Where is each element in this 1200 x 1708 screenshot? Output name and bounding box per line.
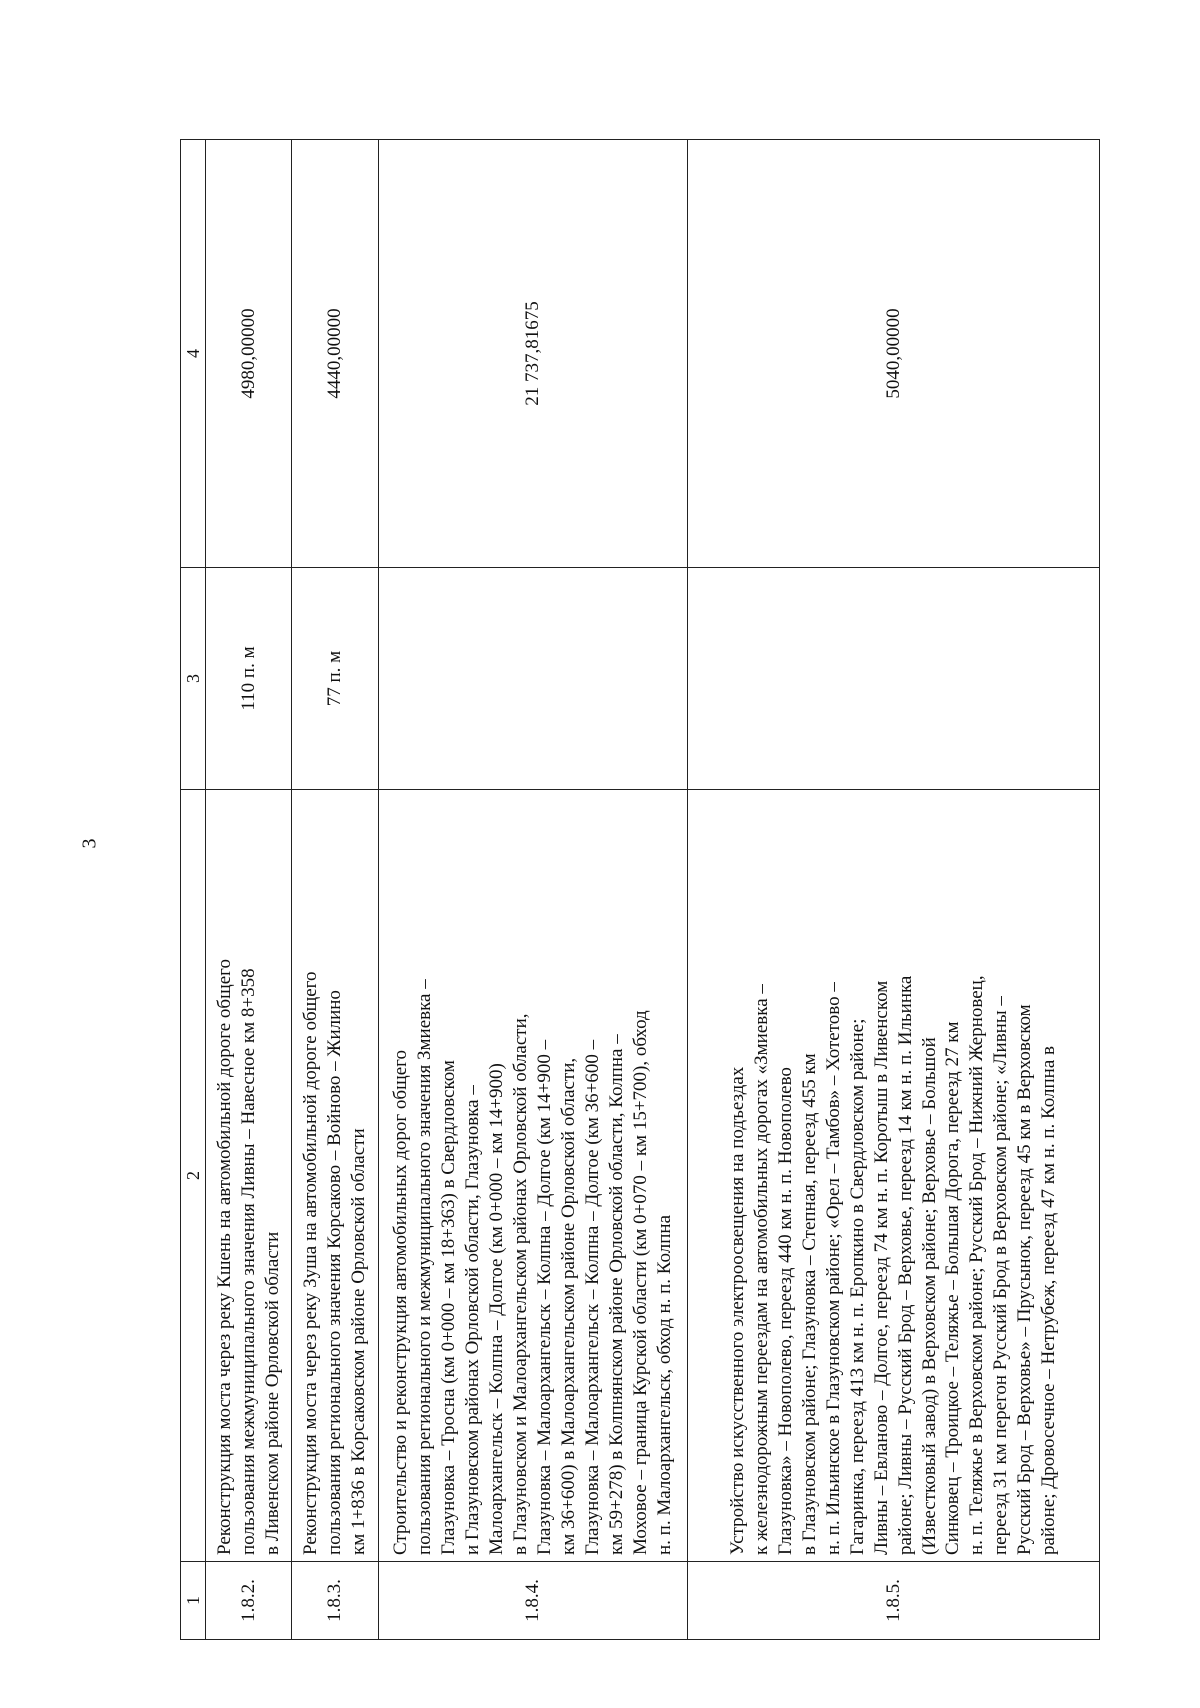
description-line: Глазуновка – Малоархангельск – Колпна – Долгое (км 36+600 – <box>581 1039 603 1555</box>
row-amount: 4440,00000 <box>292 140 378 568</box>
table-row <box>378 140 687 1640</box>
description-line: Глазуновка – Малоархангельск – Колпна – Долгое (км 14+900 – <box>534 1039 556 1555</box>
table-row <box>206 140 292 1640</box>
row-amount: 4980,00000 <box>206 140 292 568</box>
description-line: в Ливенском районе Орловской области <box>261 1231 283 1555</box>
description-line: Ливны – Евланово – Долгое, переезд 74 км н. п. Коротыш в Ливенском <box>870 980 892 1555</box>
description-line: пользования регионального и межмуниципального значения Змиевка – <box>414 979 436 1555</box>
description-line: км 1+836 в Корсаковском районе Орловской области <box>348 1128 370 1555</box>
description-line: и Глазуновском районах Орловской области, Глазуновка – <box>462 1085 484 1555</box>
description-line: Синковец – Троицкое – Теляжье – Большая Дорога, переезд 27 км <box>942 1021 964 1555</box>
column-header: 2 <box>181 790 206 1562</box>
column-header: 3 <box>181 568 206 790</box>
description-line: пользования межмуниципального значения Ливны – Навесное км 8+358 <box>237 968 259 1555</box>
description-line: Гагаринка, переезд 413 км н. п. Еропкино в Свердловском районе; <box>846 1018 868 1555</box>
description-line: районе; Дровосечное – Нетрубеж, переезд 47 км н. п. Колпна в <box>1038 1045 1060 1555</box>
row-unit <box>378 568 687 790</box>
description-line: в Глазуновском районе; Глазуновка – Степная, переезд 455 км <box>798 1053 820 1555</box>
table-row <box>688 140 1100 1640</box>
description-line: км 36+600) в Малоархангельском районе Орловской области, <box>557 1057 579 1555</box>
row-unit <box>688 568 1100 790</box>
description-line: Реконструкция моста через реку Зуша на автомобильной дороге общего <box>300 971 322 1555</box>
row-number: 1.8.3. <box>292 1562 378 1640</box>
description-line: Устройство искусственного электроосвещения на подъездах <box>727 1066 749 1555</box>
description-line: пользования регионального значения Корсаково – Войново – Жилино <box>324 990 346 1555</box>
description-line: переезд 31 км перегон Русский Брод в Верховском районе; «Ливны – <box>990 996 1012 1555</box>
row-description <box>688 790 1100 1562</box>
column-number-row <box>181 140 206 1640</box>
row-unit: 77 п. м <box>292 568 378 790</box>
description-line: в Глазуновском и Малоархангельском районах Орловской области, <box>510 1013 532 1555</box>
row-number: 1.8.4. <box>378 1562 687 1640</box>
row-amount: 5040,00000 <box>688 140 1100 568</box>
program-table <box>180 139 1100 1640</box>
row-unit: 110 п. м <box>206 568 292 790</box>
description-line: Строительство и реконструкция автомобильных дорог общего <box>390 1050 412 1555</box>
description-line: Глазуновка – Тросна (км 0+000 – км 18+363) в Свердловском <box>438 1060 460 1555</box>
description-line: (Известковый завод) в Верховском районе; Верховье – Большой <box>918 1037 940 1555</box>
description-line: км 59+278) в Колпнянском районе Орловской области, Колпна – <box>605 1034 627 1555</box>
description-line: районе; Ливны – Русский Брод – Верховье, переезд 14 км н. п. Ильинка <box>894 975 916 1555</box>
page-number: 3 <box>78 838 101 849</box>
row-description <box>206 790 292 1562</box>
description-line: Моховое – граница Курской области (км 0+070 – км 15+700), обход <box>629 1010 651 1555</box>
row-number: 1.8.2. <box>206 1562 292 1640</box>
description-line: к железнодорожным переездам на автомобильных дорогах «Змиевка – <box>750 984 772 1555</box>
description-line: н. п. Ильинское в Глазуновском районе; «Орел – Тамбов» – Хотетово – <box>822 982 844 1555</box>
table-container <box>180 140 1100 1640</box>
row-amount: 21 737,81675 <box>378 140 687 568</box>
column-header: 1 <box>181 1562 206 1640</box>
description-line: Малоархангельск – Колпна – Долгое (км 0+000 – км 14+900) <box>486 1063 508 1555</box>
description-line: н. п. Теляжье в Верховском районе; Русский Брод – Нижний Жерновец, <box>966 975 988 1555</box>
row-number: 1.8.5. <box>688 1562 1100 1640</box>
description-line: Глазуновка» – Новополево, переезд 440 км н. п. Новополево <box>774 1067 796 1555</box>
column-header: 4 <box>181 140 206 568</box>
table-row <box>292 140 378 1640</box>
row-description <box>378 790 687 1562</box>
row-description <box>292 790 378 1562</box>
description-line: Реконструкция моста через реку Кшень на автомобильной дороге общего <box>213 959 235 1555</box>
description-line: Русский Брод – Верховье» – Прусынок, переезд 45 км в Верховском <box>1014 1004 1036 1555</box>
description-line: н. п. Малоархангельск, обход н. п. Колпна <box>653 1214 675 1555</box>
